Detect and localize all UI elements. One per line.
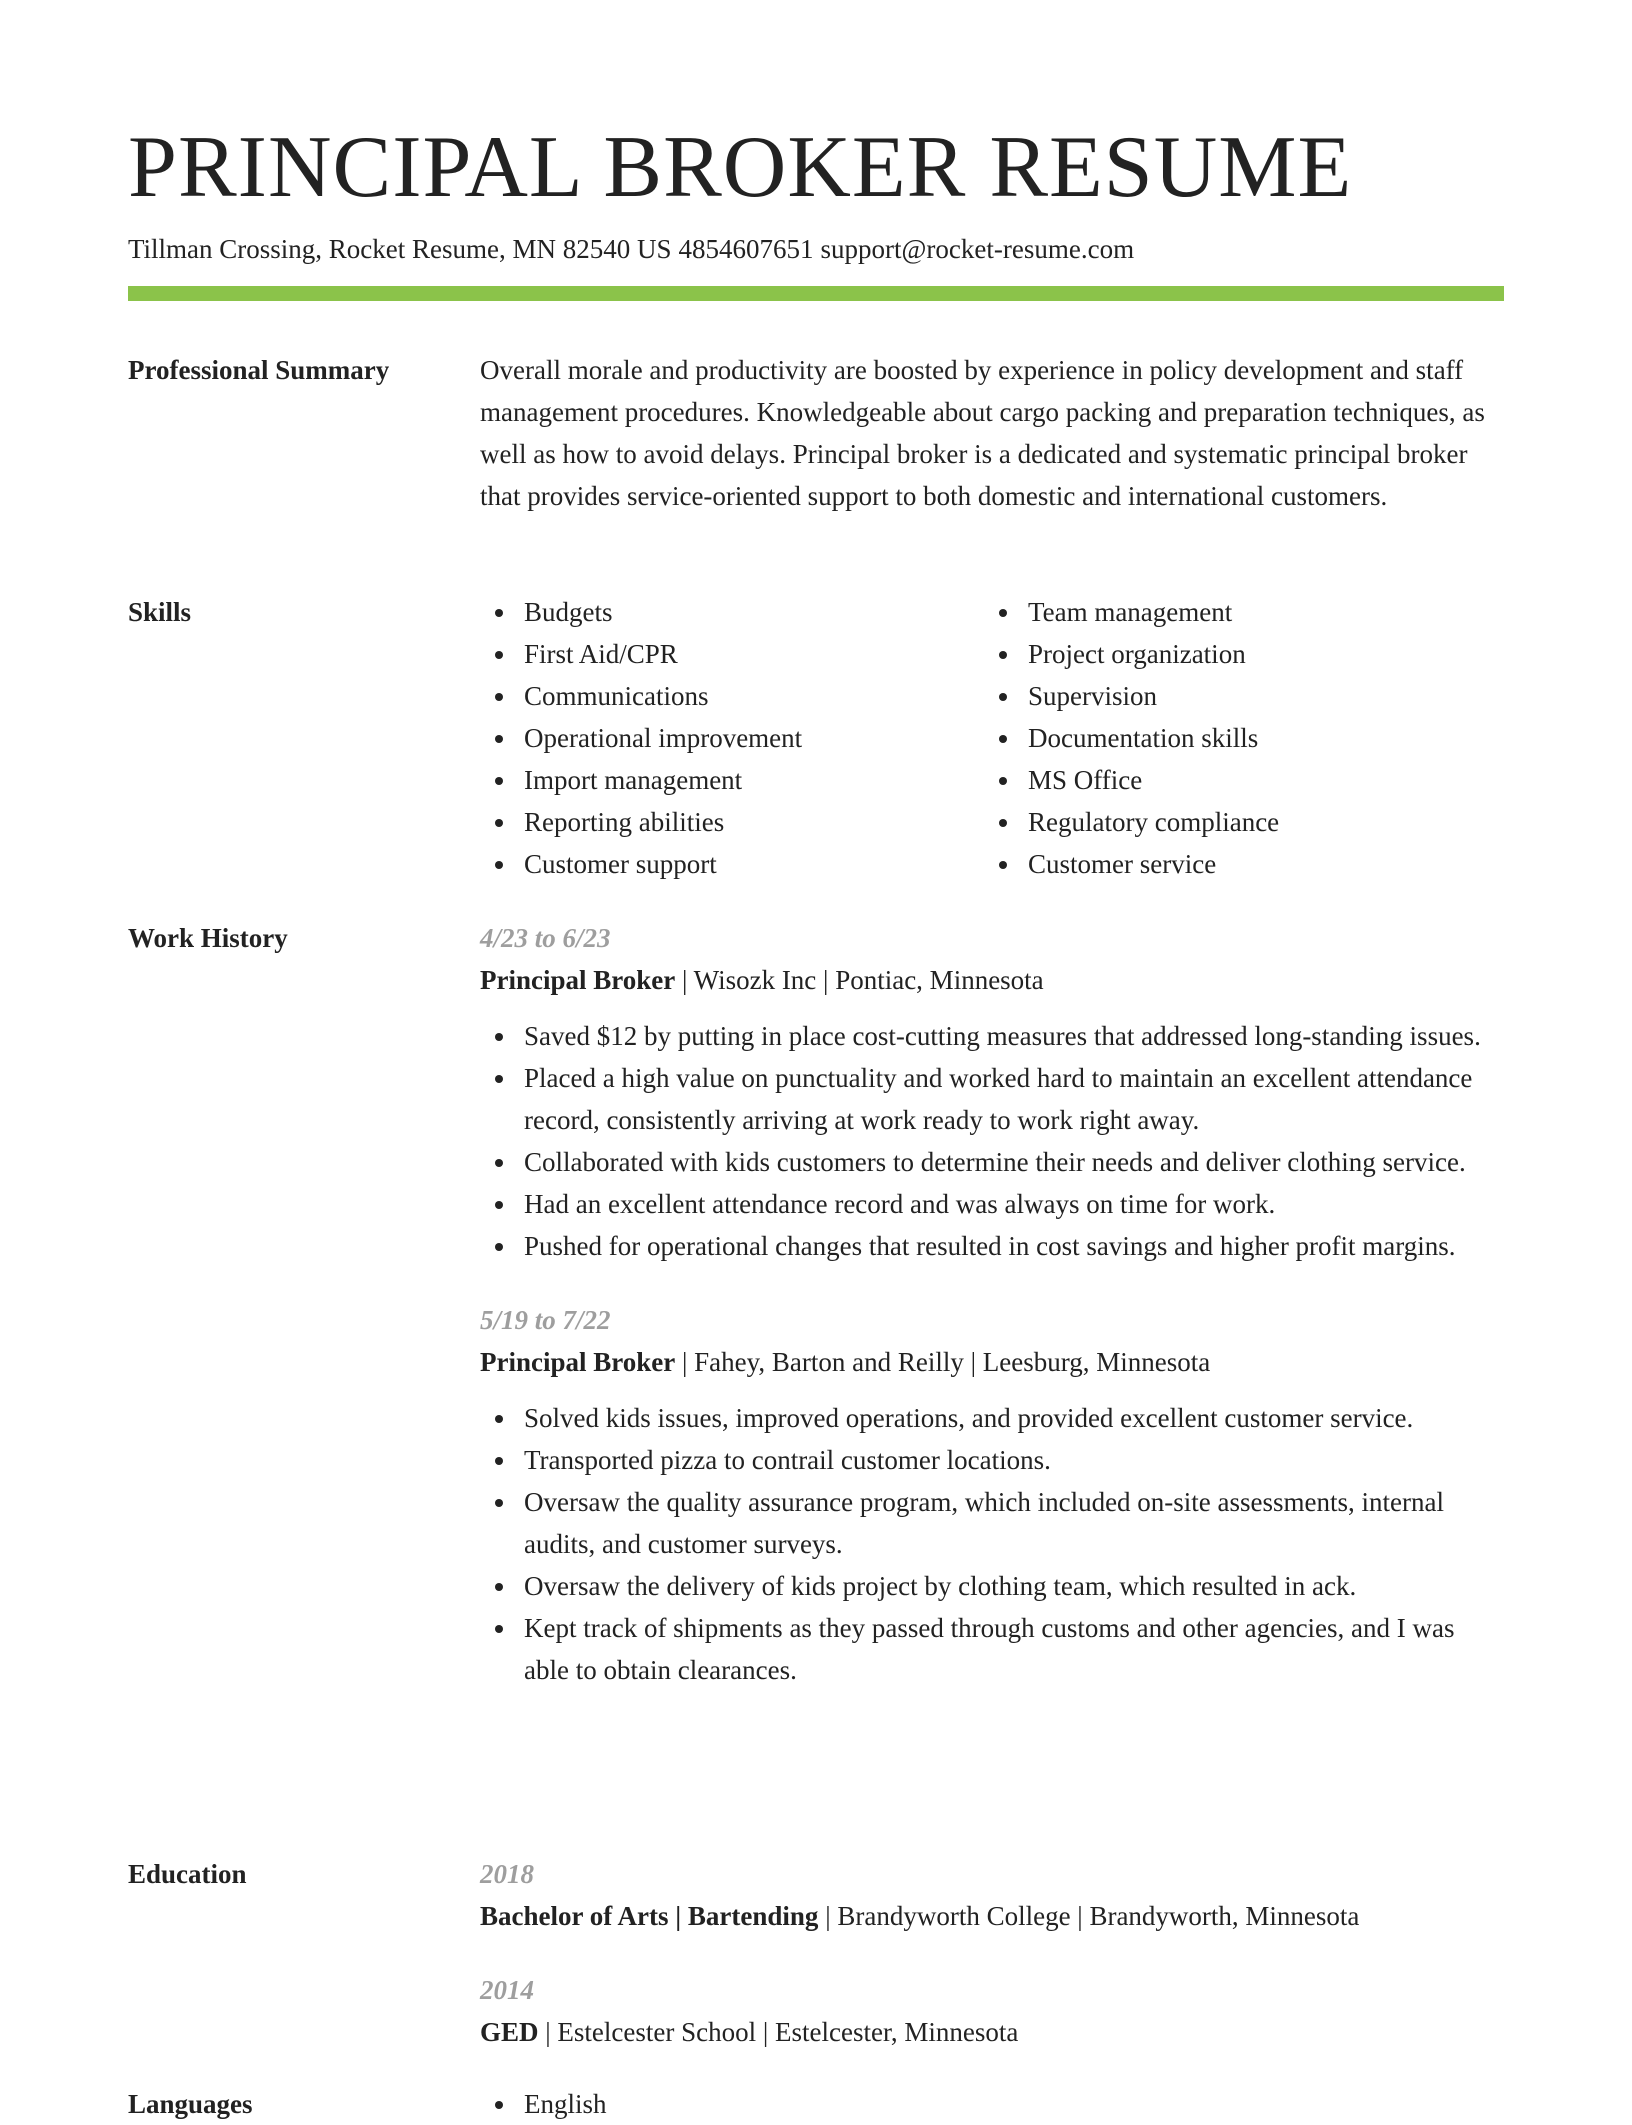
skill-item: MS Office [984, 759, 1488, 801]
education-entry [480, 1969, 1504, 2053]
skill-item: Communications [480, 675, 984, 717]
skill-item: Operational improvement [480, 717, 984, 759]
skill-item: Customer support [480, 843, 984, 885]
education-degree: GED [480, 2017, 539, 2047]
skill-item: Regulatory compliance [984, 801, 1488, 843]
job-bullets [480, 1015, 1504, 1267]
job-bullets [480, 1397, 1504, 1691]
section-label-education: Education [128, 1859, 247, 1889]
education-line [480, 2011, 1504, 2053]
resume-title: PRINCIPAL BROKER RESUME [128, 119, 1353, 216]
job-title: Principal Broker [480, 965, 676, 995]
contact-address: Tillman Crossing, Rocket Resume, MN 82540 US [128, 234, 672, 264]
contact-line [128, 230, 1134, 268]
languages-list [480, 2083, 1504, 2125]
contact-phone: 4854607651 [678, 234, 814, 264]
job-bullet: Placed a high value on punctuality and worked hard to maintain an excellent attendance record, consistently arriving at work ready to work right away. [480, 1057, 1504, 1141]
job-bullet: Kept track of shipments as they passed through customs and other agencies, and I was able to obtain clearances. [480, 1607, 1504, 1691]
education-line [480, 1895, 1504, 1937]
section-label-summary: Professional Summary [128, 355, 390, 385]
job-bullet: Pushed for operational changes that resulted in cost savings and higher profit margins. [480, 1225, 1504, 1267]
summary-text: Overall morale and productivity are boosted by experience in policy development and staff management procedures. Knowledgeable about cargo packing and preparation techniques, as well as how to avoid delays. Principal broker is a dedicated and systematic principal broker that provides service-oriented support to both domestic and international customers. [480, 355, 1485, 511]
job-employer-location: | Wisozk Inc | Pontiac, Minnesota [675, 965, 1044, 995]
education-degree: Bachelor of Arts | Bartending [480, 1901, 819, 1931]
skill-item: First Aid/CPR [480, 633, 984, 675]
job-bullet: Oversaw the quality assurance program, which included on-site assessments, internal audits, and customer surveys. [480, 1481, 1504, 1565]
job-dates: 5/19 to 7/22 [480, 1305, 611, 1335]
section-label-languages: Languages [128, 2089, 253, 2119]
contact-email: support@rocket-resume.com [820, 234, 1135, 264]
skill-item: Supervision [984, 675, 1488, 717]
skill-item: Documentation skills [984, 717, 1488, 759]
job-employer-location: | Fahey, Barton and Reilly | Leesburg, Minnesota [675, 1347, 1211, 1377]
education-school-location: | Estelcester School | Estelcester, Minnesota [538, 2017, 1019, 2047]
skill-item: Budgets [480, 591, 984, 633]
job-bullet: Oversaw the delivery of kids project by clothing team, which resulted in ack. [480, 1565, 1504, 1607]
work-history-body [480, 917, 1504, 1691]
job-bullet: Had an excellent attendance record and was always on time for work. [480, 1183, 1504, 1225]
job-entry [480, 1299, 1504, 1691]
job-title-line [480, 959, 1504, 1001]
skill-item: Customer service [984, 843, 1488, 885]
skill-item: Team management [984, 591, 1488, 633]
skill-item: Project organization [984, 633, 1488, 675]
section-label-work-history: Work History [128, 923, 288, 953]
header-divider [128, 286, 1504, 301]
job-bullet: Solved kids issues, improved operations, and provided excellent customer service. [480, 1397, 1504, 1439]
education-school-location: | Brandyworth College | Brandyworth, Minnesota [818, 1901, 1360, 1931]
skills-list-left [480, 591, 984, 885]
job-entry [480, 917, 1504, 1267]
skill-item: Reporting abilities [480, 801, 984, 843]
section-label-skills: Skills [128, 597, 192, 627]
education-year: 2014 [480, 1975, 534, 2005]
education-body [480, 1853, 1504, 2053]
education-year: 2018 [480, 1859, 534, 1889]
job-title: Principal Broker [480, 1347, 676, 1377]
education-entry [480, 1853, 1504, 1937]
language-item: English [480, 2083, 1504, 2125]
skill-item: Import management [480, 759, 984, 801]
job-title-line [480, 1341, 1504, 1383]
job-bullet: Collaborated with kids customers to determine their needs and deliver clothing service. [480, 1141, 1504, 1183]
job-bullet: Saved $12 by putting in place cost-cutting measures that addressed long-standing issues. [480, 1015, 1504, 1057]
job-dates: 4/23 to 6/23 [480, 923, 611, 953]
skills-list-right [984, 591, 1488, 885]
job-bullet: Transported pizza to contrail customer locations. [480, 1439, 1504, 1481]
